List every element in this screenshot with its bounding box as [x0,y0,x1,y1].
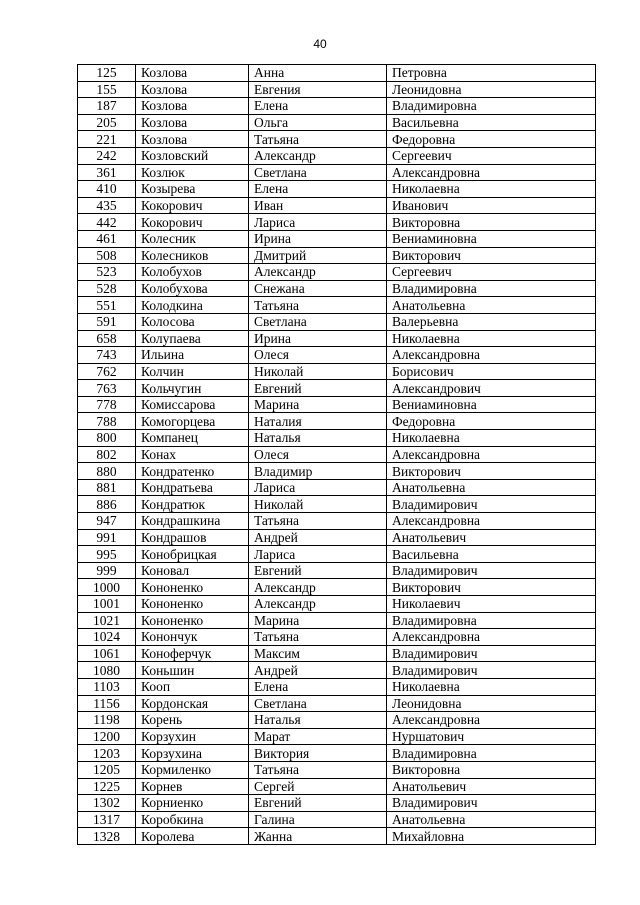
record-number-cell: 658 [78,330,136,347]
first-name-cell: Светлана [249,695,387,712]
last-name-cell: Корзухина [136,745,249,762]
last-name-cell: Конобрицкая [136,546,249,563]
table-row [78,280,596,297]
first-name-cell: Татьяна [249,131,387,148]
patronymic-cell: Владимирович [387,795,596,812]
last-name-cell: Кордонская [136,695,249,712]
first-name-cell: Александр [249,147,387,164]
record-number-cell: 886 [78,496,136,513]
last-name-cell: Козлова [136,98,249,115]
record-number-cell: 125 [78,65,136,82]
first-name-cell: Андрей [249,662,387,679]
first-name-cell: Светлана [249,164,387,181]
first-name-cell: Светлана [249,313,387,330]
record-number-cell: 508 [78,247,136,264]
patronymic-cell: Валерьевна [387,313,596,330]
patronymic-cell: Николаевич [387,596,596,613]
last-name-cell: Колесников [136,247,249,264]
patronymic-cell: Анатольевна [387,297,596,314]
patronymic-cell: Анатольевич [387,529,596,546]
table-row [78,81,596,98]
record-number-cell: 1080 [78,662,136,679]
record-number-cell: 187 [78,98,136,115]
record-number-cell: 1200 [78,728,136,745]
last-name-cell: Конончук [136,629,249,646]
table-row [78,214,596,231]
first-name-cell: Иван [249,197,387,214]
table-row [78,695,596,712]
table-row [78,197,596,214]
record-number-cell: 1103 [78,678,136,695]
first-name-cell: Александр [249,596,387,613]
record-number-cell: 1021 [78,612,136,629]
record-number-cell: 999 [78,562,136,579]
first-name-cell: Дмитрий [249,247,387,264]
last-name-cell: Комиссарова [136,396,249,413]
patronymic-cell: Александровна [387,712,596,729]
record-number-cell: 242 [78,147,136,164]
table-row [78,678,596,695]
record-number-cell: 551 [78,297,136,314]
first-name-cell: Владимир [249,463,387,480]
record-number-cell: 788 [78,413,136,430]
patronymic-cell: Иванович [387,197,596,214]
last-name-cell: Кооп [136,678,249,695]
table-row [78,596,596,613]
table-row [78,662,596,679]
first-name-cell: Ольга [249,114,387,131]
patronymic-cell: Викторович [387,463,596,480]
first-name-cell: Татьяна [249,629,387,646]
patronymic-cell: Викторовна [387,761,596,778]
patronymic-cell: Федоровна [387,131,596,148]
last-name-cell: Кольчугин [136,380,249,397]
record-number-cell: 1061 [78,645,136,662]
first-name-cell: Наталия [249,413,387,430]
table-row [78,313,596,330]
table-row [78,745,596,762]
table-row [78,114,596,131]
first-name-cell: Евгений [249,380,387,397]
table-row [78,297,596,314]
first-name-cell: Олеся [249,446,387,463]
table-row [78,562,596,579]
roster-body [78,65,596,845]
last-name-cell: Козловский [136,147,249,164]
table-row [78,413,596,430]
last-name-cell: Королева [136,828,249,845]
patronymic-cell: Николаевна [387,430,596,447]
last-name-cell: Колосова [136,313,249,330]
patronymic-cell: Леонидовна [387,695,596,712]
table-row [78,446,596,463]
patronymic-cell: Леонидовна [387,81,596,98]
table-row [78,230,596,247]
table-row [78,479,596,496]
patronymic-cell: Викторович [387,247,596,264]
record-number-cell: 155 [78,81,136,98]
record-number-cell: 523 [78,264,136,281]
table-row [78,811,596,828]
first-name-cell: Евгений [249,795,387,812]
patronymic-cell: Борисович [387,363,596,380]
last-name-cell: Колчин [136,363,249,380]
table-row [78,347,596,364]
patronymic-cell: Петровна [387,65,596,82]
patronymic-cell: Александровна [387,629,596,646]
patronymic-cell: Александрович [387,380,596,397]
table-row [78,612,596,629]
last-name-cell: Колобухова [136,280,249,297]
table-row [78,131,596,148]
first-name-cell: Елена [249,98,387,115]
patronymic-cell: Васильевна [387,114,596,131]
last-name-cell: Коньшин [136,662,249,679]
first-name-cell: Татьяна [249,513,387,530]
patronymic-cell: Николаевна [387,330,596,347]
first-name-cell: Галина [249,811,387,828]
first-name-cell: Татьяна [249,761,387,778]
first-name-cell: Виктория [249,745,387,762]
patronymic-cell: Михайловна [387,828,596,845]
table-row [78,164,596,181]
record-number-cell: 410 [78,181,136,198]
record-number-cell: 461 [78,230,136,247]
table-row [78,629,596,646]
last-name-cell: Коновал [136,562,249,579]
table-row [78,529,596,546]
first-name-cell: Максим [249,645,387,662]
last-name-cell: Кондратьева [136,479,249,496]
patronymic-cell: Васильевна [387,546,596,563]
first-name-cell: Марина [249,612,387,629]
patronymic-cell: Александровна [387,513,596,530]
first-name-cell: Николай [249,496,387,513]
first-name-cell: Ирина [249,330,387,347]
last-name-cell: Кононенко [136,579,249,596]
patronymic-cell: Владимирович [387,562,596,579]
patronymic-cell: Викторович [387,579,596,596]
last-name-cell: Кормиленко [136,761,249,778]
record-number-cell: 205 [78,114,136,131]
patronymic-cell: Анатольевна [387,811,596,828]
patronymic-cell: Сергеевич [387,264,596,281]
table-row [78,330,596,347]
patronymic-cell: Владимирович [387,645,596,662]
record-number-cell: 947 [78,513,136,530]
record-number-cell: 1000 [78,579,136,596]
last-name-cell: Ильина [136,347,249,364]
last-name-cell: Компанец [136,430,249,447]
last-name-cell: Комогорцева [136,413,249,430]
record-number-cell: 880 [78,463,136,480]
table-row [78,579,596,596]
table-row [78,828,596,845]
record-number-cell: 1205 [78,761,136,778]
record-number-cell: 1225 [78,778,136,795]
first-name-cell: Александр [249,579,387,596]
record-number-cell: 1156 [78,695,136,712]
roster-table [77,64,596,845]
record-number-cell: 1198 [78,712,136,729]
record-number-cell: 528 [78,280,136,297]
patronymic-cell: Нуршатович [387,728,596,745]
record-number-cell: 778 [78,396,136,413]
last-name-cell: Козлова [136,131,249,148]
record-number-cell: 435 [78,197,136,214]
table-row [78,396,596,413]
last-name-cell: Колупаева [136,330,249,347]
record-number-cell: 221 [78,131,136,148]
last-name-cell: Кононенко [136,612,249,629]
patronymic-cell: Владимировна [387,280,596,297]
table-row [78,761,596,778]
table-row [78,546,596,563]
table-row [78,247,596,264]
first-name-cell: Наталья [249,712,387,729]
table-row [78,795,596,812]
patronymic-cell: Владимировна [387,612,596,629]
record-number-cell: 1328 [78,828,136,845]
first-name-cell: Ирина [249,230,387,247]
first-name-cell: Марина [249,396,387,413]
last-name-cell: Корзухин [136,728,249,745]
record-number-cell: 1302 [78,795,136,812]
table-row [78,98,596,115]
first-name-cell: Марат [249,728,387,745]
last-name-cell: Козырева [136,181,249,198]
patronymic-cell: Александровна [387,446,596,463]
last-name-cell: Корень [136,712,249,729]
record-number-cell: 361 [78,164,136,181]
record-number-cell: 1024 [78,629,136,646]
record-number-cell: 442 [78,214,136,231]
last-name-cell: Кононенко [136,596,249,613]
patronymic-cell: Анатольевич [387,778,596,795]
first-name-cell: Николай [249,363,387,380]
record-number-cell: 802 [78,446,136,463]
record-number-cell: 762 [78,363,136,380]
last-name-cell: Конах [136,446,249,463]
table-row [78,181,596,198]
last-name-cell: Козлова [136,81,249,98]
first-name-cell: Елена [249,678,387,695]
record-number-cell: 800 [78,430,136,447]
first-name-cell: Лариса [249,479,387,496]
table-row [78,65,596,82]
first-name-cell: Лариса [249,214,387,231]
record-number-cell: 763 [78,380,136,397]
record-number-cell: 591 [78,313,136,330]
patronymic-cell: Александровна [387,347,596,364]
last-name-cell: Козлова [136,65,249,82]
patronymic-cell: Александровна [387,164,596,181]
first-name-cell: Евгения [249,81,387,98]
patronymic-cell: Анатольевна [387,479,596,496]
patronymic-cell: Владимирович [387,662,596,679]
table-row [78,264,596,281]
last-name-cell: Козлюк [136,164,249,181]
last-name-cell: Колобухов [136,264,249,281]
patronymic-cell: Вениаминовна [387,230,596,247]
last-name-cell: Коноферчук [136,645,249,662]
last-name-cell: Корнев [136,778,249,795]
first-name-cell: Евгений [249,562,387,579]
last-name-cell: Кокорович [136,214,249,231]
record-number-cell: 1203 [78,745,136,762]
page-number: 40 [313,37,327,51]
first-name-cell: Сергей [249,778,387,795]
last-name-cell: Корниенко [136,795,249,812]
last-name-cell: Козлова [136,114,249,131]
last-name-cell: Кондратюк [136,496,249,513]
patronymic-cell: Николаевна [387,678,596,695]
table-row [78,496,596,513]
record-number-cell: 1001 [78,596,136,613]
record-number-cell: 881 [78,479,136,496]
last-name-cell: Кондрашов [136,529,249,546]
first-name-cell: Александр [249,264,387,281]
last-name-cell: Кокорович [136,197,249,214]
record-number-cell: 991 [78,529,136,546]
table-row [78,363,596,380]
patronymic-cell: Федоровна [387,413,596,430]
table-row [78,645,596,662]
patronymic-cell: Сергеевич [387,147,596,164]
last-name-cell: Колодкина [136,297,249,314]
table-row [78,513,596,530]
patronymic-cell: Владимировна [387,98,596,115]
patronymic-cell: Николаевна [387,181,596,198]
first-name-cell: Жанна [249,828,387,845]
patronymic-cell: Владимирович [387,496,596,513]
first-name-cell: Елена [249,181,387,198]
first-name-cell: Наталья [249,430,387,447]
patronymic-cell: Викторовна [387,214,596,231]
table-row [78,147,596,164]
last-name-cell: Кондрашкина [136,513,249,530]
record-number-cell: 1317 [78,811,136,828]
record-number-cell: 995 [78,546,136,563]
first-name-cell: Анна [249,65,387,82]
table-row [78,430,596,447]
first-name-cell: Татьяна [249,297,387,314]
last-name-cell: Кондратенко [136,463,249,480]
patronymic-cell: Вениаминовна [387,396,596,413]
last-name-cell: Коробкина [136,811,249,828]
table-row [78,463,596,480]
last-name-cell: Колесник [136,230,249,247]
first-name-cell: Снежана [249,280,387,297]
first-name-cell: Олеся [249,347,387,364]
first-name-cell: Андрей [249,529,387,546]
table-row [78,728,596,745]
table-row [78,712,596,729]
first-name-cell: Лариса [249,546,387,563]
table-row [78,778,596,795]
record-number-cell: 743 [78,347,136,364]
patronymic-cell: Владимировна [387,745,596,762]
table-row [78,380,596,397]
